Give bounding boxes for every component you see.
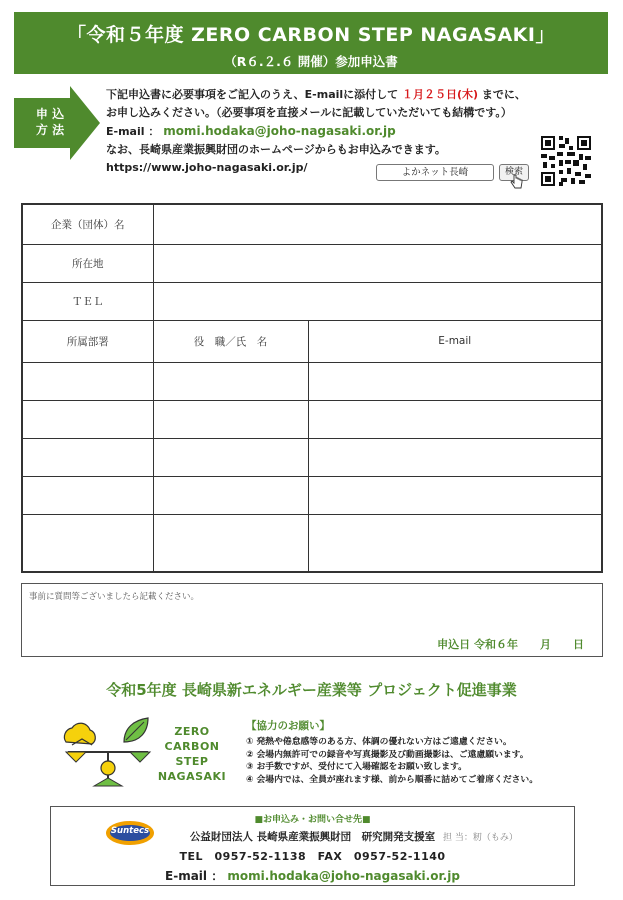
participant-row bbox=[22, 515, 602, 572]
email-field[interactable] bbox=[308, 477, 602, 515]
title-name-field[interactable] bbox=[153, 400, 308, 438]
contact-box bbox=[50, 806, 575, 886]
title-name-label: 役 職／氏 名 bbox=[153, 320, 308, 362]
email-column-label: E-mail bbox=[308, 320, 602, 362]
method-label-1: 申 込 bbox=[35, 107, 65, 121]
contact-person: 担 当：籾（もみ） bbox=[443, 833, 518, 843]
tel-fax: TEL 0957-52-1138 FAX 0957-52-1140 bbox=[179, 850, 446, 863]
address-field[interactable] bbox=[153, 244, 602, 282]
company-name-label: 企業（団体）名 bbox=[22, 204, 153, 244]
department-label: 所属部署 bbox=[22, 320, 153, 362]
department-field[interactable] bbox=[22, 400, 153, 438]
department-field[interactable] bbox=[22, 362, 153, 400]
instruction-line4: なお、長崎県産業振興財団のホームページからもお申込みできます。 bbox=[106, 143, 446, 156]
instructions bbox=[106, 86, 606, 177]
title-name-field[interactable] bbox=[153, 477, 308, 515]
email-field[interactable] bbox=[308, 362, 602, 400]
cooperation-item: ③ お手数ですが、受付にて入場確認をお願い致します。 bbox=[246, 762, 467, 772]
email-field[interactable] bbox=[308, 438, 602, 476]
deadline-date: １月２５日(木) bbox=[402, 88, 479, 101]
search-button[interactable]: 検索 bbox=[499, 164, 529, 181]
participant-row bbox=[22, 400, 602, 438]
website-url[interactable]: https://www.joho-nagasaki.or.jp/ bbox=[106, 161, 308, 174]
questions-box[interactable] bbox=[21, 583, 603, 657]
instruction-line2: お申し込みください。（必要事項を直接メールに記載していただいても結構です。） bbox=[106, 106, 512, 119]
instruction-line1-post: までに、 bbox=[481, 88, 526, 101]
cooperation-request bbox=[246, 718, 596, 786]
organization-name: 公益財団法人 長崎県産業振興財団 研究開発支援室 bbox=[189, 831, 436, 843]
participant-row bbox=[22, 477, 602, 515]
application-form-table bbox=[21, 203, 603, 573]
suntec-logo-text: Suntecs bbox=[110, 826, 150, 836]
project-title: 令和5年度 長崎県新エネルギー産業等 プロジェクト促進事業 bbox=[106, 681, 517, 699]
document-subtitle: （R６.２.６ 開催）参加申込書 bbox=[224, 54, 398, 69]
header-banner bbox=[14, 12, 608, 74]
cooperation-title: 【協力のお願い】 bbox=[246, 720, 330, 732]
participant-row bbox=[22, 438, 602, 476]
tel-field[interactable] bbox=[153, 282, 602, 320]
contact-email-link[interactable]: momi.hodaka@joho-nagasaki.or.jp bbox=[227, 869, 460, 883]
logo-wordmark bbox=[152, 724, 232, 784]
email-field[interactable] bbox=[308, 515, 602, 572]
title-name-field[interactable] bbox=[153, 438, 308, 476]
instruction-line1-pre: 下記申込書に必要事項をご記入のうえ、E-mailに添付して bbox=[106, 88, 399, 101]
contact-heading: ■お申込み・お問い合せ先■ bbox=[254, 815, 371, 825]
email-link[interactable]: momi.hodaka@joho-nagasaki.or.jp bbox=[163, 124, 396, 138]
zero-carbon-scale-logo-icon bbox=[58, 712, 158, 792]
department-field[interactable] bbox=[22, 477, 153, 515]
email-label: E-mail ： bbox=[106, 125, 160, 138]
method-label-2: 方 法 bbox=[35, 123, 65, 137]
logo-line-4: NAGASAKI bbox=[157, 770, 227, 783]
tel-label: ＴＥＬ bbox=[22, 282, 153, 320]
questions-hint: 事前に質問等ございましたら記載ください。 bbox=[29, 592, 200, 602]
email-field[interactable] bbox=[308, 400, 602, 438]
hand-cursor-icon bbox=[510, 174, 524, 190]
address-label: 所在地 bbox=[22, 244, 153, 282]
contact-email-label: E-mail ： bbox=[165, 869, 224, 883]
application-method-arrow bbox=[14, 86, 100, 160]
department-field[interactable] bbox=[22, 438, 153, 476]
suntec-logo bbox=[105, 819, 155, 847]
title-name-field[interactable] bbox=[153, 362, 308, 400]
participant-row bbox=[22, 362, 602, 400]
cooperation-item: ④ 会場内では、全員が座れます様、前から順番に詰めてご着席ください。 bbox=[246, 774, 539, 785]
logo-line-3: STEP bbox=[175, 755, 209, 768]
cooperation-item: ① 発熱や倦怠感等のある方、体調の優れない方はご遠慮ください。 bbox=[246, 737, 512, 747]
cooperation-item: ② 会場内無許可での録音や写真撮影及び動画撮影は、ご遠慮願います。 bbox=[246, 749, 529, 760]
logo-line-1: ZERO bbox=[174, 725, 210, 738]
document-title: 「令和５年度 ZERO CARBON STEP NAGASAKI」 bbox=[67, 24, 555, 46]
logo-line-2: CARBON bbox=[164, 740, 220, 753]
department-field[interactable] bbox=[22, 515, 153, 572]
qr-code-icon[interactable] bbox=[541, 136, 591, 186]
application-date: 申込日 令和６年 月 日 bbox=[437, 638, 584, 651]
company-name-field[interactable] bbox=[153, 204, 602, 244]
search-input[interactable]: よかネット長崎 bbox=[376, 164, 494, 181]
title-name-field[interactable] bbox=[153, 515, 308, 572]
